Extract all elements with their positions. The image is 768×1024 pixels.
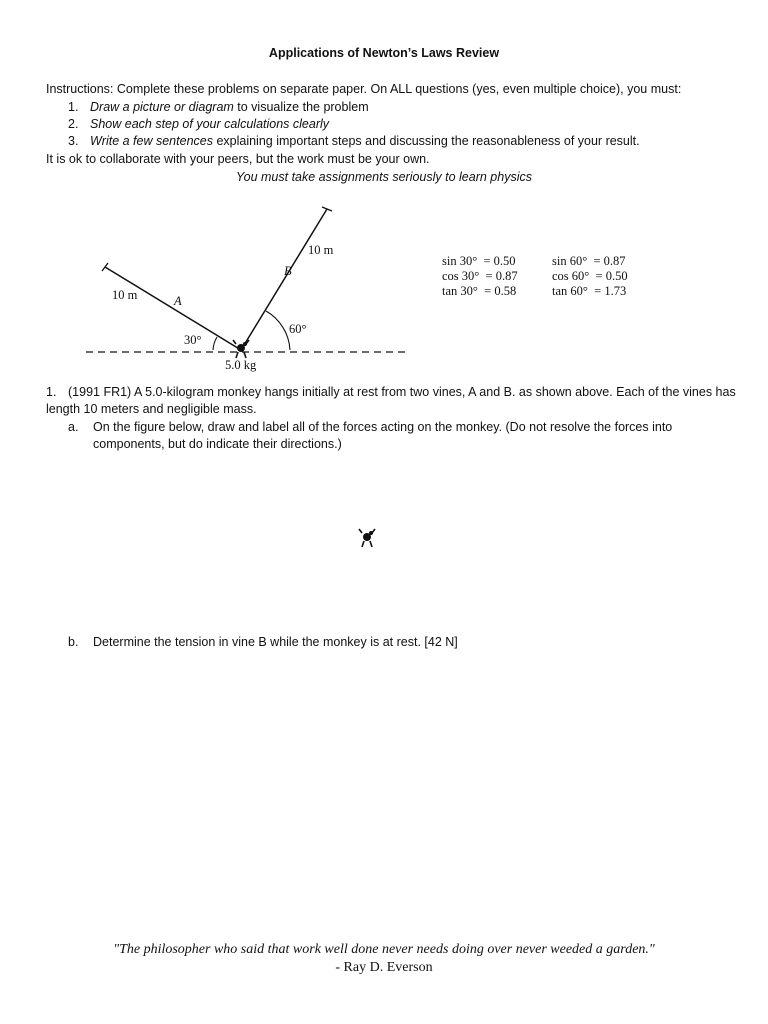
label-angle-60: 60°	[289, 322, 307, 336]
instruction-item-1	[68, 100, 369, 114]
trig-60-values	[552, 254, 628, 299]
label-10m-b: 10 m	[308, 243, 334, 257]
trig-line: cos 60° = 0.50	[552, 269, 628, 283]
instruction-item-num: 1.	[68, 100, 79, 114]
instructions-lead: Instructions: Complete these problems on separate paper. On ALL questions (yes, even multiple choice), you must:	[46, 82, 682, 96]
quote-author: - Ray D. Everson	[335, 960, 433, 975]
label-vine-a: A	[174, 294, 182, 308]
label-angle-30: 30°	[184, 333, 202, 347]
part-letter: a.	[68, 420, 79, 434]
trig-line: tan 30° = 0.58	[442, 284, 517, 298]
monkey-vine-figure	[78, 198, 690, 372]
part-text-continued: components, but do indicate their directions.)	[93, 437, 342, 451]
instruction-item-rest: explaining important steps and discussing the reasonableness of your result.	[212, 134, 640, 148]
quote-body: "The philosopher who said that work well done never needs doing over never weeded a garden."	[113, 942, 655, 957]
trig-line: cos 30° = 0.87	[442, 269, 518, 283]
label-vine-b: B	[284, 264, 292, 278]
label-mass: 5.0 kg	[225, 358, 257, 372]
instruction-item-italic: Write a few sentences	[90, 134, 213, 148]
instruction-item-3	[68, 134, 640, 148]
label-10m-a: 10 m	[112, 288, 138, 302]
collaboration-note: It is ok to collaborate with your peers, but the work must be your own.	[46, 152, 430, 166]
part-letter: b.	[68, 635, 79, 649]
trig-line: sin 60° = 0.87	[552, 254, 626, 268]
instruction-item-num: 3.	[68, 134, 79, 148]
problem-number: 1.	[46, 385, 57, 399]
free-body-figure	[322, 504, 444, 564]
vine-a-end-tick	[102, 263, 108, 271]
monkey-icon	[322, 504, 444, 564]
problem-1	[46, 384, 746, 418]
instruction-item-num: 2.	[68, 117, 79, 131]
quote-text	[0, 942, 768, 958]
problem-text: (1991 FR1) A 5.0-kilogram monkey hangs initially at rest from two vines, A and B. as shown above. Each of the vines has length 10 meters and negligible mass.	[46, 385, 736, 416]
angle-arc-60	[266, 311, 290, 350]
trig-30-values	[442, 254, 518, 299]
part-text: Determine the tension in vine B while the monkey is at rest. [42 N]	[93, 635, 458, 649]
motto: You must take assignments seriously to learn physics	[236, 170, 532, 184]
trig-line: tan 60° = 1.73	[552, 284, 627, 298]
part-text: On the figure below, draw and label all of the forces acting on the monkey. (Do not resolve the forces into	[93, 420, 673, 434]
instruction-item-2	[68, 117, 329, 131]
angle-arc-30	[213, 337, 217, 350]
instruction-item-rest: to visualize the problem	[233, 100, 369, 114]
instruction-item-italic: Draw a picture or diagram	[90, 100, 234, 114]
vine-a	[105, 267, 241, 350]
monkey-icon	[233, 340, 249, 358]
part-b	[68, 634, 748, 651]
trig-line: sin 30° = 0.50	[442, 254, 516, 268]
page-title: Applications of Newton’s Laws Review	[268, 46, 500, 60]
part-a	[68, 419, 748, 453]
instruction-item-italic: Show each step of your calculations clearly	[90, 117, 330, 131]
